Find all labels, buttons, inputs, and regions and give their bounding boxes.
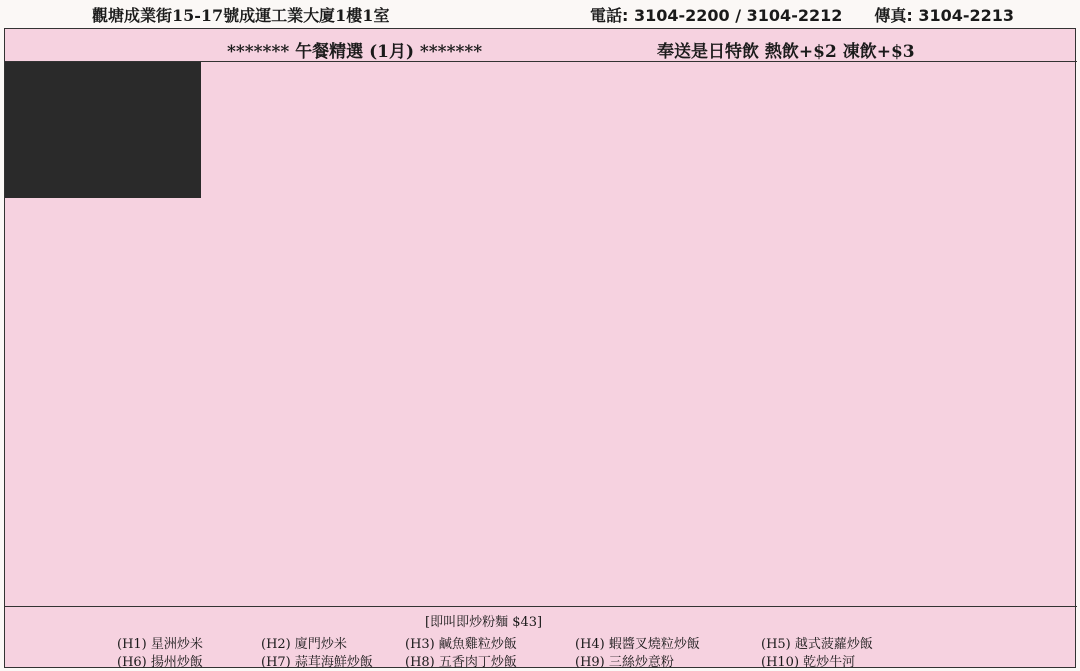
fried-item: (H9) 三絲炒意粉	[575, 655, 674, 670]
fried-item: (H4) 蝦醬叉燒粒炒飯	[575, 637, 700, 652]
menu-header	[5, 29, 1077, 62]
fried-item: (H2) 廈門炒米	[261, 637, 347, 652]
menu-title: ******* 午餐精選 (1月) *******	[227, 42, 483, 62]
phone-fax-text: 電話: 3104-2200 / 3104-2212 傳真: 3104-2213	[590, 6, 1015, 25]
drink-note: 奉送是日特飲 熱飲+$2 凍飲+$3	[657, 42, 915, 62]
fried-noodle-title: [即叫即炒粉麵 $43]	[425, 615, 543, 630]
fried-item: (H7) 蒜茸海鮮炒飯	[261, 655, 373, 670]
fried-item: (H6) 揚州炒飯	[117, 655, 203, 670]
fried-item: (H8) 五香肉丁炒飯	[405, 655, 517, 670]
fried-noodle-section	[5, 606, 1077, 669]
top-line	[0, 0, 1080, 28]
redaction-block	[5, 62, 201, 198]
fried-item: (H3) 鹹魚雞粒炒飯	[405, 637, 517, 652]
fried-item: (H1) 星洲炒米	[117, 637, 203, 652]
fried-item: (H5) 越式菠蘿炒飯	[761, 637, 873, 652]
fried-item: (H10) 乾炒牛河	[761, 655, 856, 670]
address-text: 觀塘成業街15-17號成運工業大廈1樓1室	[92, 6, 390, 25]
menu-sheet	[4, 28, 1076, 668]
